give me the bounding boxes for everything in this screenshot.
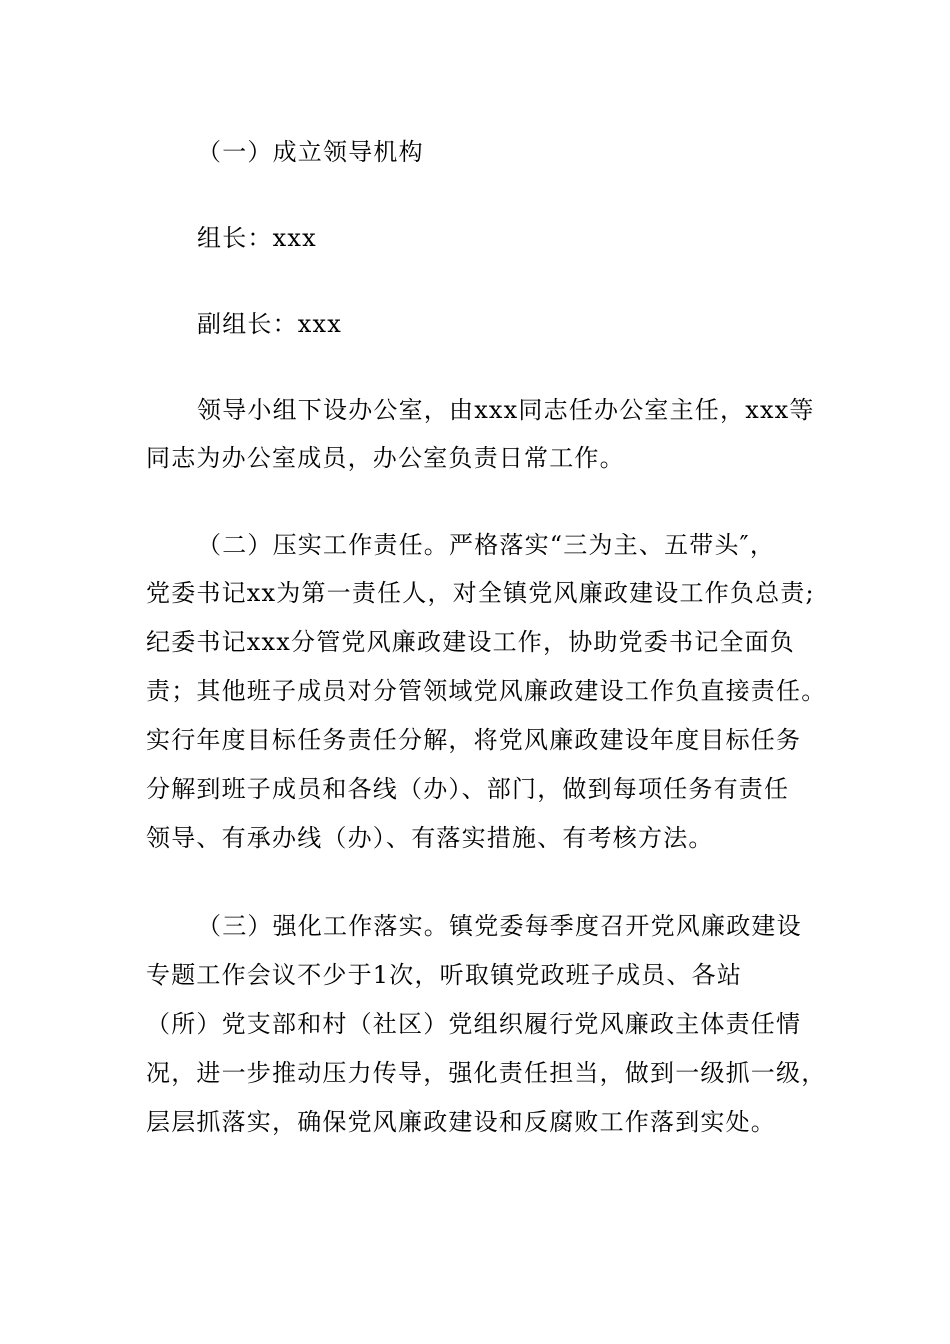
section-3-para-line: 专题工作会议不少于1次，听取镇党政班子成员、各站: [146, 961, 743, 989]
section-2-para-line: 党委书记xx为第一责任人，对全镇党风廉政建设工作负总责;: [146, 579, 815, 607]
leader-line: 组长：xxx: [197, 224, 317, 252]
office-para-line: 领导小组下设办公室，由xxx同志任办公室主任，xxx等: [197, 396, 815, 424]
deputy-leader-line: 副组长：xxx: [197, 310, 343, 338]
section-2-para-line: 领导、有承办线（办）、有落实措施、有考核方法。: [146, 824, 714, 852]
section-2-para-line: 分解到班子成员和各线（办）、部门，做到每项任务有责任: [146, 775, 790, 803]
section-2-para-line: （二）压实工作责任。严格落实“三为主、五带头″，: [197, 531, 776, 559]
section-3-para-line: （所）党支部和村（社区）党组织履行党风廉政主体责任情: [146, 1010, 802, 1038]
section-3-para-line: 况，进一步推动压力传导，强化责任担当，做到一级抓一级，: [146, 1059, 827, 1087]
section-2-para-line: 实行年度目标任务责任分解，将党风廉政建设年度目标任务: [146, 726, 802, 754]
section-2-para-line: 纪委书记xxx分管党风廉政建设工作，协助党委书记全面负: [146, 628, 796, 656]
section-3-para-line: （三）强化工作落实。镇党委每季度召开党风廉政建设: [197, 912, 802, 940]
office-para-line: 同志为办公室成员，办公室负责日常工作。: [146, 444, 625, 472]
section-3-para-line: 层层抓落实，确保党风廉政建设和反腐败工作落到实处。: [146, 1108, 776, 1136]
section-1-heading: （一）成立领导机构: [197, 138, 424, 166]
section-2-para-line: 责；其他班子成员对分管领域党风廉政建设工作负直接责任。: [146, 677, 827, 705]
